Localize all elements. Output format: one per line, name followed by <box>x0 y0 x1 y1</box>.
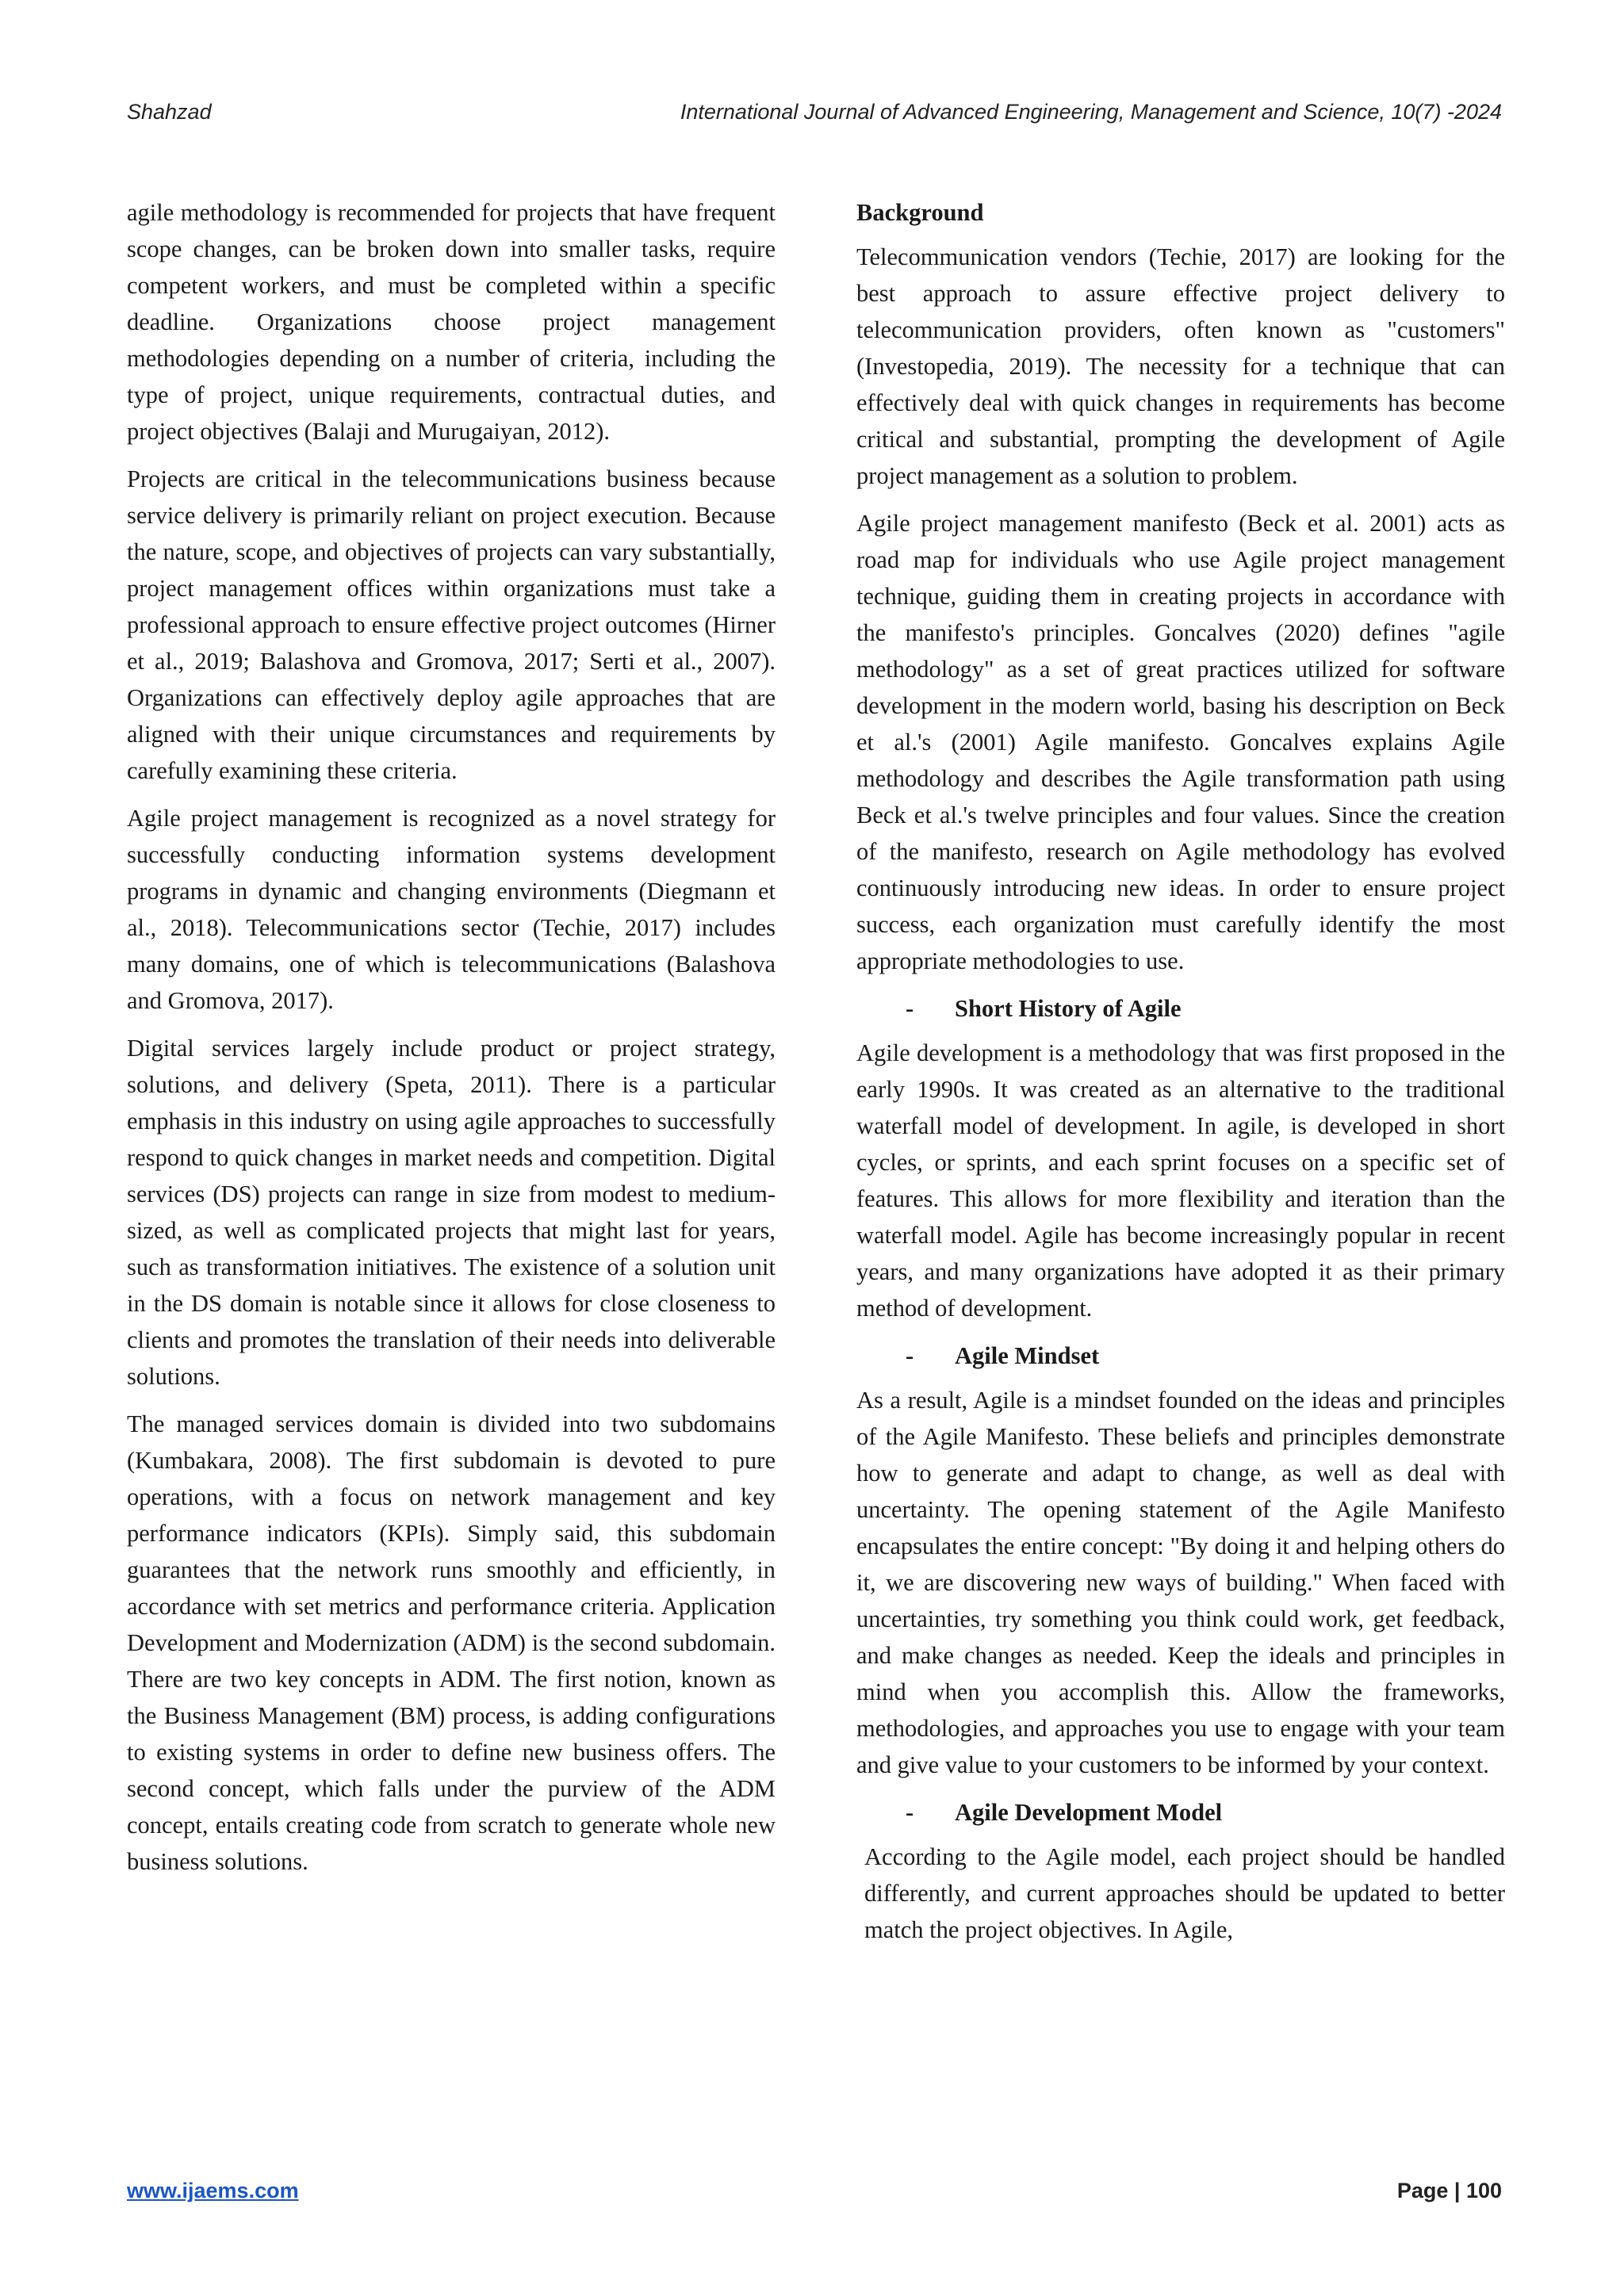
subsection-title: Agile Mindset <box>955 1342 1100 1369</box>
subsection-heading-short-history <box>856 990 1505 1027</box>
bullet-dash: - <box>906 995 914 1022</box>
paragraph: Agile project management is recognized as a novel strategy for successfully conducting information systems development programs in dynamic and changing environments (Diegmann et al., 2018). Telecommunications sector (Techie, 2017) includes many domains, one of which is telecommunications (Balashova and Gromova, 2017). <box>127 805 776 1014</box>
left-column <box>127 194 776 1891</box>
bullet-dash: - <box>906 1799 914 1826</box>
paragraph: Agile project management manifesto (Beck et al. 2001) acts as road map for individuals who use Agile project management technique, guiding them in creating projects in accordance with the manifesto's principles. Goncalves (2020) defines "agile methodology" as a set of great practices utilized for software development in the modern world, basing his description on Beck et al.'s (2001) Agile manifesto. Goncalves explains Agile methodology and describes the Agile transformation path using Beck et al.'s twelve principles and four values. Since the creation of the manifesto, research on Agile methodology has evolved continuously introducing new ideas. In order to ensure project success, each organization must carefully identify the most appropriate methodologies to use. <box>856 510 1505 974</box>
paragraph: Projects are critical in the telecommunications business because service delivery is primarily reliant on project execution. Because the nature, scope, and objectives of projects can vary substantially, project management offices within organizations must take a professional approach to ensure effective project outcomes (Hirner et al., 2019; Balashova and Gromova, 2017; Serti et al., 2007). Organizations can effectively deploy agile approaches that are aligned with their unique circumstances and requirements by carefully examining these criteria. <box>127 465 776 784</box>
running-head <box>127 100 1502 140</box>
paragraph: The managed services domain is divided into two subdomains (Kumbakara, 2008). The first subdomain is devoted to pure operations, with a focus on network management and key performance indicators (KPIs). Simply said, this subdomain guarantees that the network runs smoothly and efficiently, in accordance with set metrics and performance criteria. Application Development and Modernization (ADM) is the second subdomain. There are two key concepts in ADM. The first notion, known as the Business Management (BM) process, is adding configurations to existing systems in order to define new business offers. The second concept, which falls under the purview of the ADM concept, entails creating code from scratch to generate whole new business solutions. <box>127 1410 776 1875</box>
subsection-title: Short History of Agile <box>955 995 1182 1022</box>
paragraph: Telecommunication vendors (Techie, 2017) are looking for the best approach to assure effective project delivery to telecommunication providers, often known as "customers" (Investopedia, 2019). The necessity for a technique that can effectively deal with quick changes in requirements has become critical and substantial, prompting the development of Agile project management as a solution to problem. <box>856 243 1505 489</box>
header-author: Shahzad <box>127 100 212 124</box>
right-column <box>856 194 1505 1959</box>
journal-website-link[interactable]: www.ijaems.com <box>127 2179 299 2202</box>
header-journal-title: International Journal of Advanced Engineering, Management and Science, 10(7) -2024 <box>680 100 1502 124</box>
paragraph: As a result, Agile is a mindset founded on the ideas and principles of the Agile Manifesto. These beliefs and principles demonstrate how to generate and adapt to change, as well as deal with uncertainty. The opening statement of the Agile Manifesto encapsulates the entire concept: "By doing it and helping others do it, we are discovering new ways of building." When faced with uncertainties, try something you think could work, get feedback, and make changes as needed. Keep the ideals and principles in mind when you accomplish this. Allow the frameworks, methodologies, and approaches you use to engage with your team and give value to your customers to be informed by your context. <box>856 1387 1505 1778</box>
subsection-heading-agile-development-model <box>856 1794 1505 1831</box>
page-number: Page | 100 <box>1396 2179 1502 2202</box>
paragraph: Agile development is a methodology that was first proposed in the early 1990s. It was created as an alternative to the traditional waterfall model of development. In agile, is developed in short cycles, or sprints, and each sprint focuses on a specific set of features. This allows for more flexibility and iteration than the waterfall model. Agile has become increasingly popular in recent years, and many organizations have adopted it as their primary method of development. <box>856 1039 1505 1322</box>
bullet-dash: - <box>906 1342 914 1369</box>
paragraph: agile methodology is recommended for projects that have frequent scope changes, can be broken down into smaller tasks, require competent workers, and must be completed within a specific deadline. Organizations choose project management methodologies depending on a number of criteria, including the type of project, unique requirements, contractual duties, and project objectives (Balaji and Murugaiyan, 2012). <box>127 199 776 445</box>
subsection-heading-agile-mindset <box>856 1337 1505 1374</box>
paragraph: According to the Agile model, each project should be handled differently, and current approaches should be updated to better match the project objectives. In Agile, <box>864 1843 1505 1943</box>
section-heading-background: Background <box>856 199 984 226</box>
paragraph: Digital services largely include product or project strategy, solutions, and delivery (Speta, 2011). There is a particular emphasis in this industry on using agile approaches to successfully respond to quick changes in market needs and competition. Digital services (DS) projects can range in size from modest to medium-sized, as well as complicated projects that might last for years, such as transformation initiatives. The existence of a solution unit in the DS domain is notable since it allows for close closeness to clients and promotes the translation of their needs into deliverable solutions. <box>127 1035 776 1390</box>
subsection-title: Agile Development Model <box>955 1799 1223 1826</box>
